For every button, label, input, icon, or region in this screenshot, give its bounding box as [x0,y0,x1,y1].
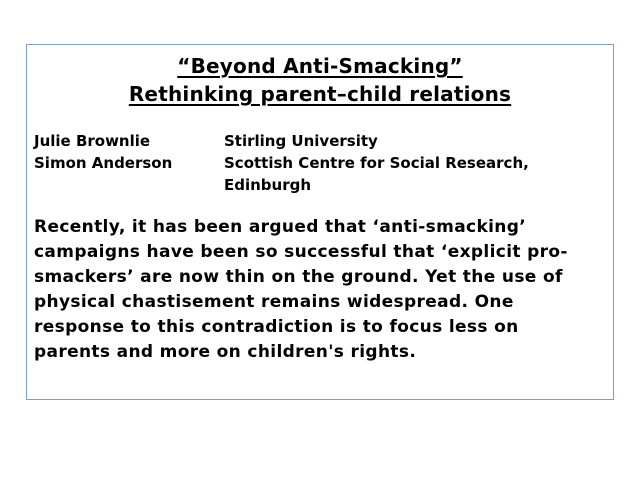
abstract-line: smackers’ are now thin on the ground. Yet the use of [34,267,563,287]
slide-frame [26,44,614,400]
abstract-paragraph [34,215,610,365]
author-affiliation-continued: Edinburgh [224,176,312,194]
title-line-2: Rethinking parent–child relations [128,82,512,106]
title-line-1: “Beyond Anti-Smacking” [177,54,463,78]
abstract-line: physical chastisement remains widespread. One [34,292,514,312]
abstract-line: Recently, it has been argued that ‘anti-smacking’ [34,217,527,237]
author-affiliation: Scottish Centre for Social Research, [224,154,529,172]
author-name: Simon Anderson [34,154,173,172]
author-affiliation: Stirling University [224,132,378,150]
abstract-line: campaigns have been so successful that ‘explicit pro- [34,242,568,262]
author-name: Julie Brownlie [34,132,151,150]
abstract-line: response to this contradiction is to focus less on [34,317,519,337]
abstract-line: parents and more on children's rights. [34,342,417,362]
